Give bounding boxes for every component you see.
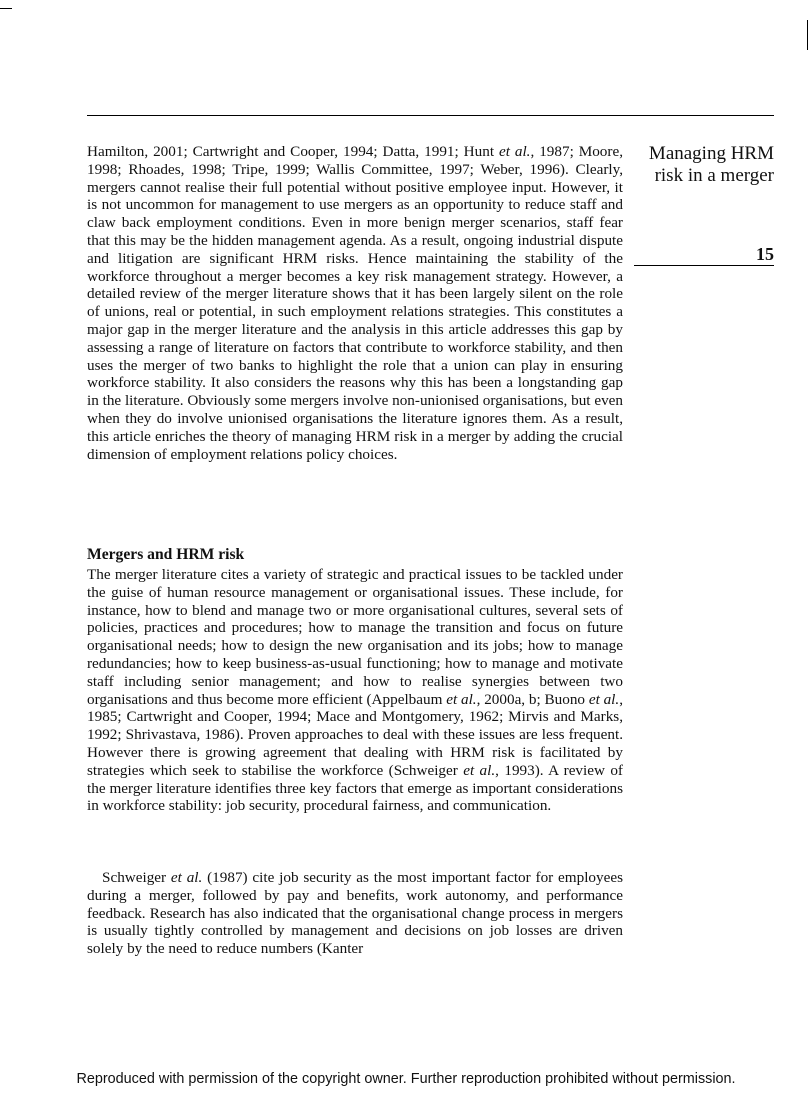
para1-text-2: , 1987; Moore, 1998; Rhoades, 1998; Tripe, 1999; Wallis Committee, 1997; Weber, 1996). Clearly, mergers cannot realise their full potential without positive employee input. However, it is not uncommon for management to use mergers as an opportunity to reduce staff and claw back employment conditions. Even in more benign merger scenarios, staff fear that this may be the hidden management agenda. As a result, ongoing industrial dispute and litigation are significant HRM risks. Hence maintaining the stability of the workforce throughout a merger becomes a key risk management strategy. However, a detailed review of the merger literature shows that it has been largely silent on the role of unions, real or potential, in such employment relations strategies. This constitutes a major gap in the merger literature and the analysis in this article addresses this gap by assessing a range of literature on factors that contribute to workforce stability, and then uses the merger of two banks to highlight the role that a union can play in ensuring workforce stability. It also considers the reasons why this has been a longstanding gap in the literature. Obviously some mergers involve non-unionised organisations, but even when they do involve unionised organisations the literature ignores them. As a result, this article enriches the theory of managing HRM risk in a merger by adding the crucial dimension of employment relations policy choices. — [87, 143, 623, 463]
scan-edge-mark — [807, 20, 808, 50]
copyright-footer: Reproduced with permission of the copyright owner. Further reproduction prohibited without permission. — [76, 1071, 736, 1087]
para2-text-2: , 2000a, b; Buono — [476, 690, 589, 708]
para2-em-1: et al. — [446, 690, 477, 708]
running-head — [640, 143, 774, 187]
para3-em-1: et al. — [170, 869, 203, 886]
page-number: 15 — [756, 244, 774, 264]
paragraph-job-security — [87, 869, 623, 958]
running-head-line-1: Managing HRM — [648, 143, 774, 164]
para2-text-3: , 1985; Cartwright and Cooper, 1994; Mace and Montgomery, 1962; Mirvis and Marks, 1992; Shrivastava, 1986). Proven approaches to deal with these issues are less frequent. However there is growing agreement that dealing with HRM risk is facilitated by strategies which seek to stabilise the workforce (Schweiger — [87, 690, 623, 779]
paragraph-continuation — [87, 143, 623, 463]
header-rule — [87, 115, 774, 116]
para3-text-2: (1987) cite job security as the most important factor for employees during a merger, followed by pay and benefits, work autonomy, and performance feedback. Research has also indicated that the organisational change process in mergers is usually tightly controlled by management and decisions on job losses are driven solely by the need to reduce numbers (Kanter — [87, 869, 623, 958]
scan-corner-mark — [0, 8, 12, 9]
para2-em-2: et al. — [588, 690, 620, 708]
running-head-line-2: risk in a merger — [654, 165, 774, 186]
para2-em-3: et al. — [463, 761, 496, 779]
para1-text-1: Hamilton, 2001; Cartwright and Cooper, 1994; Datta, 1991; Hunt — [87, 143, 499, 160]
para3-text-1: Schweiger — [102, 869, 171, 886]
page-number-rule — [634, 265, 774, 266]
para2-text-4: , 1993). A review of the merger literature identifies three key factors that emerge as important considerations in workforce stability: job security, procedural fairness, and communication. — [87, 761, 623, 815]
para2-text-1: The merger literature cites a variety of strategic and practical issues to be tackled under the guise of human resource management or organisational issues. These include, for instance, how to blend and manage two or more organisational cultures, several sets of policies, practices and procedures; how to manage the transition and focus on future organisational needs; how to design the new organisation and its jobs; how to manage redundancies; how to keep business-as-usual functioning; how to manage and motivate staff including senior management; and how to realise synergies between two organisations and thus become more efficient (Appelbaum — [87, 566, 623, 708]
para1-em-1: et al. — [498, 143, 531, 160]
paragraph-mergers-hrm — [87, 566, 623, 815]
section-heading: Mergers and HRM risk — [87, 546, 245, 563]
